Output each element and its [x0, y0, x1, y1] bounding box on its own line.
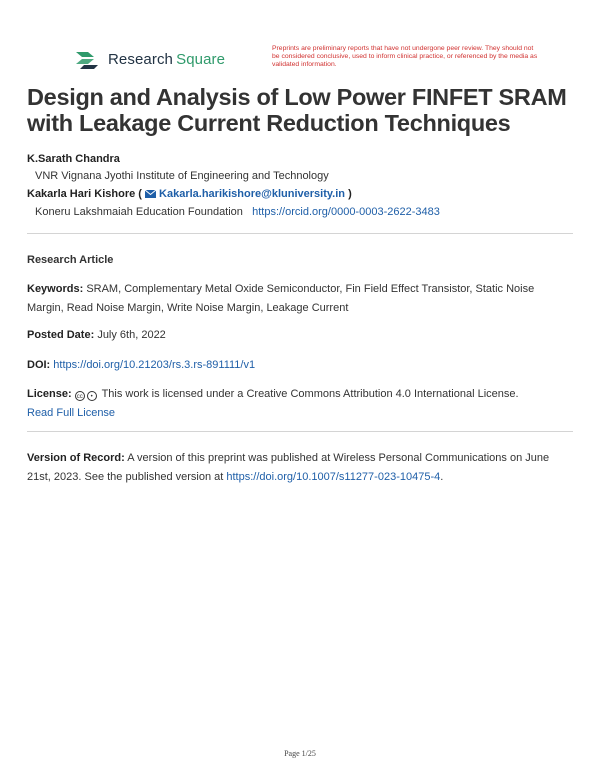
author-line: Kakarla Hari Kishore ( Kakarla.harikishore@kluniversity.in ) — [27, 188, 352, 200]
divider — [27, 233, 573, 234]
divider — [27, 431, 573, 432]
preprint-disclaimer: Preprints are preliminary reports that have not undergone peer review. They should not be considered conclusive, used to inform clinical practice, or referenced by the media as validated information. — [272, 45, 538, 68]
read-full-license-link[interactable]: Read Full License — [27, 407, 116, 419]
version-of-record-text: A version of this preprint was published at Wireless Personal Communications on June 21st, 2023. See the published version at — [27, 452, 550, 483]
research-square-logo[interactable] — [74, 47, 225, 71]
by-icon: • — [87, 391, 97, 401]
doi-section — [27, 356, 567, 375]
license-text: This work is licensed under a Creative Commons Attribution 4.0 International License. — [101, 388, 519, 400]
keywords-value: SRAM, Complementary Metal Oxide Semiconductor, Fin Field Effect Transistor, Static Noise Margin, Read Noise Margin, Write Noise Margin, Leakage Current — [27, 283, 535, 314]
page-number: Page 1/25 — [284, 749, 316, 758]
doi-link[interactable]: https://doi.org/10.21203/rs.3.rs-891111/v1 — [53, 359, 256, 371]
author-name: Kakarla Hari Kishore — [27, 188, 136, 200]
license-section — [27, 385, 567, 423]
posted-date-label: Posted Date: — [27, 329, 95, 341]
license-label: License: — [27, 388, 72, 400]
author-affiliation: VNR Vignana Jyothi Institute of Engineering and Technology — [35, 170, 329, 182]
author-affiliation-line — [35, 205, 440, 219]
research-square-mark-icon — [74, 48, 100, 70]
keywords-section — [27, 280, 567, 318]
orcid-link[interactable]: https://orcid.org/0000-0003-2622-3483 — [252, 206, 440, 218]
paper-title: Design and Analysis of Low Power FINFET SRAM with Leakage Current Reduction Techniques — [27, 84, 567, 136]
posted-date-section — [27, 326, 567, 345]
version-of-record-label: Version of Record: — [27, 452, 125, 464]
doi-label: DOI: — [27, 359, 51, 371]
article-type: Research Article — [27, 254, 114, 266]
posted-date-value: July 6th, 2022 — [97, 329, 166, 341]
brand-name: Research Square — [108, 50, 226, 68]
author-affiliation: Koneru Lakshmaiah Education Foundation — [35, 206, 243, 218]
envelope-icon — [145, 190, 156, 198]
published-version-link[interactable]: https://doi.org/10.1007/s11277-023-10475-4 — [226, 471, 441, 483]
author-email-link[interactable]: Kakarla.harikishore@kluniversity.in — [159, 188, 346, 200]
author-name: K.Sarath Chandra — [27, 153, 120, 165]
version-of-record-section: Version of Record: A version of this preprint was published at Wireless Personal Communications on June 21st, 2023. See the published version at https://doi.org/10.1007/s11277-023-10475-4. — [27, 452, 550, 483]
cc-icon: cc — [75, 391, 85, 401]
keywords-label: Keywords: — [27, 283, 84, 295]
